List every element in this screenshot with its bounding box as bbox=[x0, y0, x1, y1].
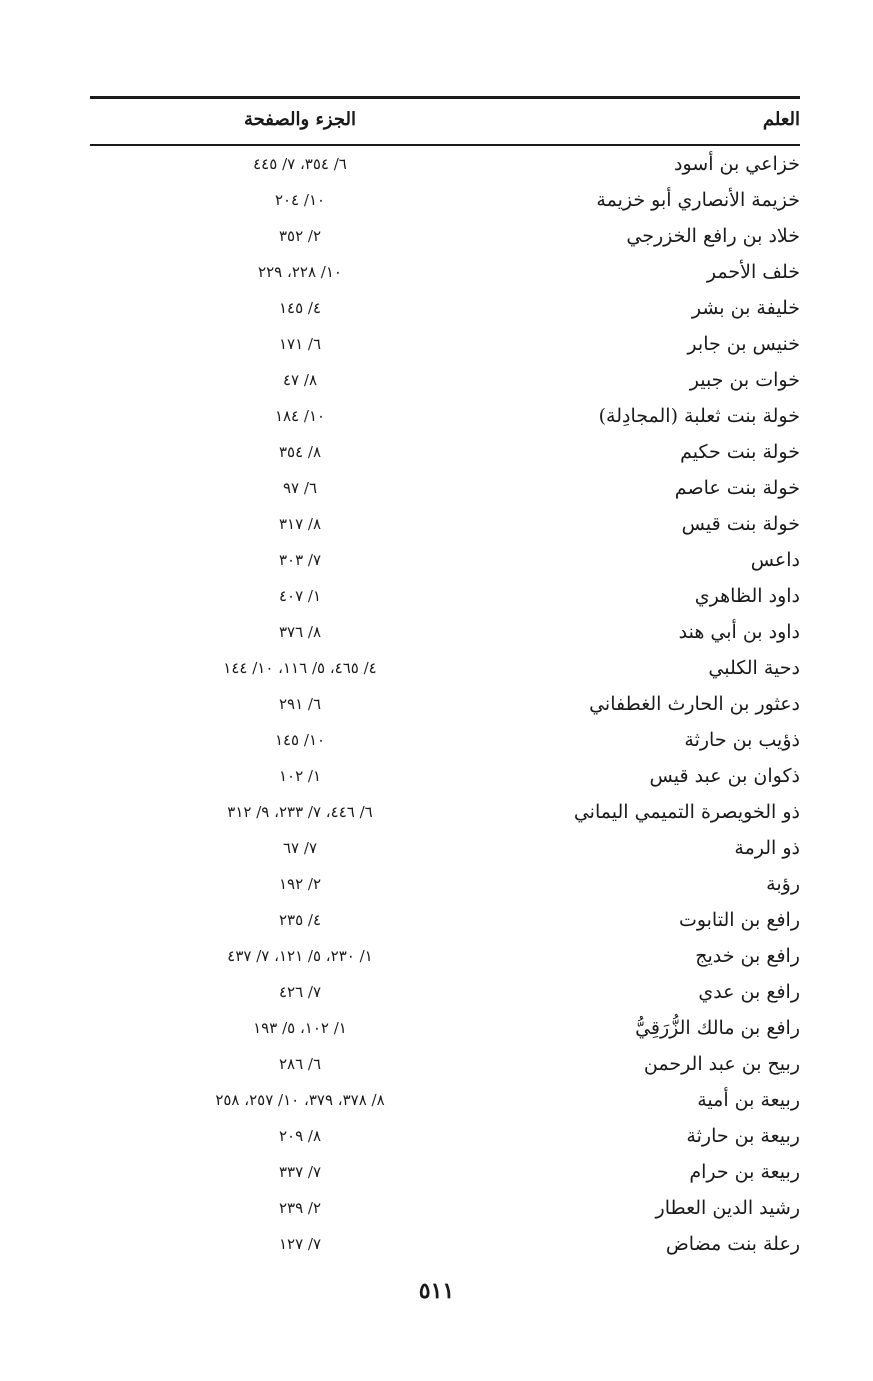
entry-name: داود بن أبي هند bbox=[678, 621, 800, 643]
entry-name: خنيس بن جابر bbox=[687, 333, 800, 355]
table-row bbox=[90, 722, 800, 758]
entry-reference: ٨/ ٢٠٩ bbox=[278, 1127, 322, 1145]
entry-reference: ١٠/ ١٤٥ bbox=[274, 731, 326, 749]
entry-name: ذو الرمة bbox=[734, 837, 800, 859]
table-row bbox=[90, 1118, 800, 1154]
table-row bbox=[90, 794, 800, 830]
table-row bbox=[90, 182, 800, 218]
entry-reference: ٢/ ٢٣٩ bbox=[278, 1199, 322, 1217]
table-row bbox=[90, 1226, 800, 1262]
entry-reference: ١/ ٤٠٧ bbox=[278, 587, 322, 605]
entry-reference: ١٠/ ١٨٤ bbox=[274, 407, 326, 425]
entry-name: خولة بنت قيس bbox=[681, 513, 800, 535]
entry-reference: ١٠/ ٢٠٤ bbox=[274, 191, 326, 209]
table-row bbox=[90, 470, 800, 506]
entry-name: ربيعة بن أمية bbox=[697, 1089, 800, 1111]
entry-reference: ٨/ ٣١٧ bbox=[278, 515, 322, 533]
entry-name: خولة بنت عاصم bbox=[674, 477, 800, 499]
table-row bbox=[90, 866, 800, 902]
entry-name: ذو الخويصرة التميمي اليماني bbox=[573, 801, 800, 823]
entry-name: ذؤيب بن حارثة bbox=[684, 729, 800, 751]
entry-reference: ٤/ ٢٣٥ bbox=[278, 911, 322, 929]
entry-reference: ١/ ١٠٢ bbox=[278, 767, 322, 785]
entry-reference: ٢/ ١٩٢ bbox=[278, 875, 322, 893]
entry-reference: ٧/ ٤٢٦ bbox=[278, 983, 322, 1001]
page-number: ٥١١ bbox=[418, 1278, 455, 1304]
table-row bbox=[90, 542, 800, 578]
entry-name: رعلة بنت مضاض bbox=[665, 1233, 800, 1255]
entry-reference: ٦/ ٣٥٤، ٧/ ٤٤٥ bbox=[253, 155, 347, 173]
column-header-reference: الجزء والصفحة bbox=[244, 109, 356, 130]
entry-reference: ١٠/ ٢٢٨، ٢٢٩ bbox=[258, 263, 342, 281]
entry-reference: ٨/ ٤٧ bbox=[282, 371, 317, 389]
table-row bbox=[90, 902, 800, 938]
entry-reference: ٤/ ١٤٥ bbox=[278, 299, 322, 317]
table-row bbox=[90, 1190, 800, 1226]
entry-name: دحية الكلبي bbox=[708, 657, 800, 679]
table-row bbox=[90, 1082, 800, 1118]
table-row bbox=[90, 938, 800, 974]
top-rule bbox=[90, 96, 800, 99]
entry-name: ربيعة بن حارثة bbox=[686, 1125, 800, 1147]
entry-name: داود الظاهري bbox=[694, 585, 800, 607]
entry-name: خولة بنت حكيم bbox=[680, 441, 800, 463]
entry-reference: ٧/ ١٢٧ bbox=[278, 1235, 322, 1253]
entry-reference: ٧/ ٦٧ bbox=[282, 839, 317, 857]
entry-name: ربيعة بن حرام bbox=[689, 1161, 800, 1183]
table-row bbox=[90, 578, 800, 614]
entry-name: خزاعي بن أسود bbox=[674, 153, 800, 175]
table-row bbox=[90, 146, 800, 182]
entry-name: خزيمة الأنصاري أبو خزيمة bbox=[596, 189, 800, 211]
column-header-name: العلم bbox=[762, 109, 800, 130]
table-row bbox=[90, 614, 800, 650]
table-row bbox=[90, 398, 800, 434]
entry-reference: ١/ ٢٣٠، ٥/ ١٢١، ٧/ ٤٣٧ bbox=[227, 947, 373, 965]
entry-reference: ٧/ ٣٣٧ bbox=[278, 1163, 322, 1181]
table-row bbox=[90, 290, 800, 326]
entry-reference: ٦/ ١٧١ bbox=[278, 335, 322, 353]
table-row bbox=[90, 830, 800, 866]
entry-reference: ٨/ ٣٧٨، ٣٧٩، ١٠/ ٢٥٧، ٢٥٨ bbox=[215, 1091, 385, 1109]
table-row bbox=[90, 362, 800, 398]
entry-reference: ١/ ١٠٢، ٥/ ١٩٣ bbox=[253, 1019, 347, 1037]
entry-reference: ٦/ ٩٧ bbox=[282, 479, 317, 497]
table-header bbox=[90, 102, 800, 138]
table-row bbox=[90, 218, 800, 254]
entry-reference: ٤/ ٤٦٥، ٥/ ١١٦، ١٠/ ١٤٤ bbox=[223, 659, 377, 677]
entry-name: خليفة بن بشر bbox=[691, 297, 800, 319]
table-row bbox=[90, 650, 800, 686]
entry-reference: ٦/ ٢٨٦ bbox=[278, 1055, 322, 1073]
entry-name: رافع بن مالك الزُّرَقِيُّ bbox=[635, 1017, 800, 1039]
table-row bbox=[90, 434, 800, 470]
entry-name: داعس bbox=[750, 549, 800, 571]
entry-reference: ٦/ ٤٤٦، ٧/ ٢٣٣، ٩/ ٣١٢ bbox=[227, 803, 373, 821]
entry-name: رافع بن خديج bbox=[695, 945, 800, 967]
table-row bbox=[90, 974, 800, 1010]
entry-reference: ٨/ ٣٧٦ bbox=[278, 623, 322, 641]
table-row bbox=[90, 1154, 800, 1190]
entry-name: دعثور بن الحارث الغطفاني bbox=[589, 693, 800, 715]
entry-name: رافع بن عدي bbox=[698, 981, 800, 1003]
entry-reference: ٨/ ٣٥٤ bbox=[278, 443, 322, 461]
entry-name: رشيد الدين العطار bbox=[655, 1197, 800, 1219]
entry-name: ربيح بن عبد الرحمن bbox=[643, 1053, 800, 1075]
index-table-body bbox=[90, 146, 800, 1262]
table-row bbox=[90, 1010, 800, 1046]
entry-name: رؤبة bbox=[766, 873, 800, 895]
table-row bbox=[90, 686, 800, 722]
table-row bbox=[90, 758, 800, 794]
entry-name: خلف الأحمر bbox=[706, 261, 800, 283]
entry-name: ذكوان بن عبد قيس bbox=[649, 765, 800, 787]
table-row bbox=[90, 254, 800, 290]
entry-reference: ٧/ ٣٠٣ bbox=[278, 551, 322, 569]
entry-reference: ٦/ ٢٩١ bbox=[278, 695, 322, 713]
entry-name: خلاد بن رافع الخزرجي bbox=[626, 225, 800, 247]
table-row bbox=[90, 506, 800, 542]
table-row bbox=[90, 326, 800, 362]
entry-name: خوات بن جبير bbox=[689, 369, 800, 391]
entry-name: خولة بنت ثعلبة (المجادِلة) bbox=[598, 405, 800, 427]
entry-name: رافع بن التابوت bbox=[678, 909, 800, 931]
table-row bbox=[90, 1046, 800, 1082]
entry-reference: ٢/ ٣٥٢ bbox=[278, 227, 322, 245]
